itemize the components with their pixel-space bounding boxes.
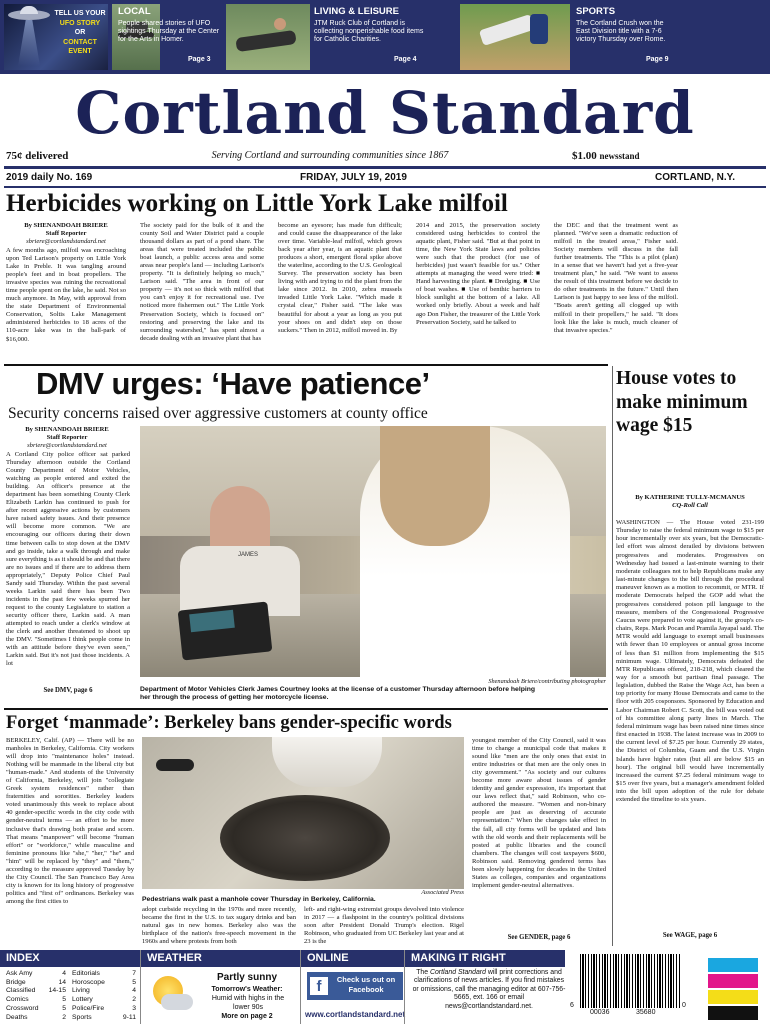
issue-number: 2019 daily No. 169	[6, 172, 93, 183]
lead-col-1: A few months ago, milfoil was encroaching upon Ted Larison's property on Little York Lake in Preble. It was tangling around people's feet and in boat propellers. The invasive species was ruining the recreational time people spent on the lake, he said. Not so much anymore. In May, with approval from the state Department of Environmental Conservation, Soltis Lake Management administered herbicides to 18 acres of the 110-acre lake was in the ball-park of $16,000.	[6, 247, 126, 343]
teaser-living-text: JTM Ruck Club of Cortland is collecting nonperishable food items for Catholic Charities.	[314, 20, 424, 44]
berkeley-col-4: youngest member of the City Council, said it was time to change a municipal code that makes it sound like "men are the only ones that exist in entire industries or that men are the only ones in city government." "As society and our cultures become more aware about issues of gender identity and gender expression, it's important that our laws reflect that," said Robinson, who co-authored the measure. "Women and non-binary people are just as deserving of accurate representation." When the changes take effect in the fall, all city forms will be updated and lists with the old words and their replacements will be posted at public libraries and the council chambers. The changes will cost taxpayers $600, Robinson said. Removing gendered terms has been slowly happening for decades in the United States as colleges, companies and organizations implement gender-neutral alternatives.	[472, 737, 606, 889]
lead-role: Staff Reporter	[45, 230, 87, 237]
barcode-digits-2: 35680	[636, 1009, 656, 1016]
berkeley-photo-pedestrian	[272, 737, 382, 787]
dmv-photo-credit: Shenandoah Briere/contributing photographer	[488, 678, 606, 685]
berkeley-headline[interactable]: Forget ‘manmade’: Berkeley bans gender-specific words	[6, 713, 452, 733]
promo-line-5: EVENT	[68, 48, 92, 55]
barcode	[570, 952, 690, 1022]
promo-line-3: OR	[74, 29, 86, 36]
ufo-image-dome	[20, 6, 38, 14]
dmv-body: A Cortland City police officer sat parked Thursday afternoon outside the Cortland County Department of Motor Vehicles, watching as people entered and exited the building. An officer's presence at the department has been something County Clerk Elizabeth Larkin has continued to push for after recent aggressive actions by customers have raised safety issues. And their presence will become more common. "We are encouraging our officers during their down time between calls to stop down at the DMV and go inside, take a walk through and make sure everything is as it should be and that there are no issues and if there are to address them appropriately," Deputy Police Chief Paul Sandy said Thursday. Within the past several weeks Larkin said there has been Two incidents in the past few weeks spurred her request to the county Legislature to station a security officer there, Larkin said. A man attempted to reach under a clerk's window at the clerk and another threatened to shoot up the DMV. "Sometimes I think people come in with an attitude before they've even seen," Larkin said. But it's not just those incidents. A lot	[6, 451, 130, 668]
barcode-digit-left: 6	[570, 1002, 574, 1009]
index-item[interactable]: Crossword 5	[6, 1004, 66, 1012]
teaser-local-page: Page 3	[188, 56, 211, 63]
dmv-photo-nametag: JAMES	[238, 552, 259, 558]
wage-jump[interactable]: See WAGE, page 6	[662, 932, 718, 939]
teaser-living[interactable]	[226, 0, 422, 74]
website-url[interactable]: www.cortlandstandard.net	[305, 1010, 406, 1019]
barcode-digit-right: 0	[682, 1002, 686, 1009]
ufo-beam	[18, 20, 40, 66]
index-item[interactable]: Horoscope 5	[72, 978, 136, 986]
wage-byline-block	[616, 494, 764, 510]
teaser-living-photo	[226, 4, 310, 70]
issue-location: CORTLAND, N.Y.	[655, 172, 735, 183]
teaser-sports-photo	[460, 4, 570, 70]
price-newsstand-amount: $1.00	[572, 150, 597, 162]
lead-headline[interactable]: Herbicides working on Little York Lake milfoil	[6, 190, 508, 217]
lead-email[interactable]: sbriere@cortlandstandard.net	[26, 238, 106, 245]
lead-col-4: 2014 and 2015, the preservation society considered using herbicides to control the aquatic plant, Fisher said. "But at that point in time, the New York State laws and policies were such that the product (for use of herbicides) just wasn't feasible for us." Other attempts at managing the weed were tried: ■ Hand harvesting the plant. ■ Dredging. ■ Use of boat washes. ■ Use of benthic barriers to block sunlight at the bottom of a lake. All worked only briefly. About a week and half ago Don Fisher, the treasurer of the Little York Preservation Society, said he talked to	[416, 222, 540, 326]
cloud-icon	[161, 994, 193, 1010]
online-box	[300, 950, 404, 1024]
dmv-jump[interactable]: See DMV, page 6	[43, 687, 93, 694]
lead-col-2: The society paid for the bulk of it and the county Soil and Water District paid a couple thousand dollars as part of a pond share. The areas that were treated included the public boat launch, a public access area and some areas near people's land — including Larison's property. "It is definitely helping so much," Larison said. "The area in front of our property — it's not so thick with milfoil that you can't enjoy it for recreational use. I've noticed more fishermen out." The Little York Preservation Society, which is focused on" restoring and preserving the lake and its surrounding watershed," has spent almost a decade dealing with an invasive plant that has	[140, 222, 264, 342]
teaser-local-text: People shared stories of UFO sightings Thursday at the Center for the Arts in Homer.	[118, 20, 220, 44]
weather-title: WEATHER	[141, 950, 300, 967]
masthead-rule-bottom	[4, 186, 766, 188]
lead-col-5: the DEC and that the treatment went as planned. "We've seen a dramatic reduction of milfoil in the treated areas," Fisher said. Society members will discuss in the fall further treatments. The "This is a pilot (plan) in a sense that we haven't had yet a five-year treatment plan," he said. "We want to assess the result of this treatment before we decide to do other treatments in the future." Until then Larison is just happy to see less of the milfoil. "Boats aren't getting all clogged up with milfoil in their propellers," he said. "It does look like the lake is much, much cleaner of that invasive species."	[554, 222, 678, 334]
index-item[interactable]: Living 4	[72, 987, 136, 995]
berkeley-col-1: BERKELEY, Calif. (AP) — There will be no manholes in Berkeley, California. City workers will drop into "maintenance holes" instead. Nothing will be manmade in the liberal city but "human-made." And students of the University of California, Berkeley, will join "collegiate Greek system residences" rather than fraternities and sororities. Berkeley leaders voted unanimously this week to replace about 40 gender-specific words in the city code with gender-neutral terms — an effort to be more inclusive that's drawing both praise and scorn. That means "manpower" will become "human effort" or "workforce," while masculine and feminine pronouns like "she," "her," "he" and "him" will be replaced by "they" and "them," according to the measure approved Tuesday by the City Council. The San Francisco Bay Area city is known for its long history of progressive politics and "first of" ordinances. Berkeley was among the first cities to	[6, 737, 134, 905]
index-item[interactable]: Deaths 2	[6, 1013, 66, 1021]
price-newsstand	[572, 150, 640, 162]
teaser-sports-page: Page 9	[646, 56, 669, 63]
berkeley-photo-manhole	[220, 795, 390, 881]
dmv-caption: Department of Motor Vehicles Clerk James Courtney looks at the license of a customer Thursday afternoon before helping her through the process of getting her motorcycle license.	[140, 686, 536, 702]
wage-role: CQ-Roll Call	[672, 502, 708, 509]
tagline: Serving Cortland and surrounding communities since 1867	[211, 150, 449, 161]
issue-date: FRIDAY, JULY 19, 2019	[300, 172, 407, 183]
berkeley-jump[interactable]: See GENDER, page 6	[507, 934, 571, 941]
barcode-bars	[580, 954, 680, 1008]
promo-line-4: CONTACT	[63, 38, 97, 46]
wage-body: WASHINGTON — The House voted 231-199 Thursday to raise the federal minimum wage to $15 per hour incrementally over six years, but the Democratic-led effort was almost derailed by divisions between progressives and moderates. Progressives on Wednesday had issued a last-minute warning to their moderate colleagues not to help Republicans make any last-minute changes to the bill through the procedural maneuver known as a motion to recommit, or MTR. If moderate Democrats helped the GOP add what the progressives considered poison pill language to the measure, members of the Congressional Progressive Caucus were prepared to vote against it, the group's co-chairs, Reps. Mark Pocan and Pramila Jayapal said. The MTR would add language to exempt small businesses with fewer than 10 employees or annual gross income of less than $1 million from implementing the $15 minimum wage. Ultimately, Democrats defeated the MTR Republicans offered, 218-218, which cleared the way for a smooth but partisan final passage. The legislation, dubbed the Raise the Wage Act, has been a top priority for many House Democrats and came to the floor with 205 cosponsors. Sponsored by Education and Labor Chairman Robert C. Scott, the bill was voted out of his committee along party lines in March. The federal minimum wage has been raised nine times since first enacted in 1938. The latest increase was in 2009 to the current level of $7.25 per hour. Currently 29 states, the District of Columbia, Guam and the U.S. Virgin Islands have higher rates (but all are below $15 an hour). The original bill would have incrementally increased the current $7.25 federal minimum wage to $15 over five years, but a manager's amendment folded into the bill upon adoption of the rule for debate extended the timeline to six years.	[616, 519, 764, 804]
weather-tomorrow-text: Humid with highs in the lower 90s	[211, 995, 285, 1011]
masthead-rule-top	[4, 166, 766, 169]
sun-cloud-icon	[147, 972, 195, 1020]
index-right	[72, 970, 136, 1022]
masthead-title: Cortland Standard	[75, 79, 695, 147]
teaser-local-heading: LOCAL	[118, 6, 151, 17]
teaser-living-heading: LIVING & LEISURE	[314, 6, 399, 17]
index-item[interactable]: Editorials 7	[72, 970, 136, 977]
facebook-text: Check us out on Facebook	[336, 975, 396, 994]
weather-today: Partly sunny	[216, 972, 278, 983]
price-delivered: 75¢ delivered	[6, 150, 69, 162]
berkeley-photo-shoe	[156, 759, 194, 771]
index-item[interactable]: Comics 5	[6, 996, 66, 1004]
index-item[interactable]: Ask Amy 4	[6, 970, 66, 977]
facebook-icon: f	[310, 977, 328, 995]
dmv-byline: By SHENANDOAH BRIERE	[25, 426, 109, 433]
barcode-digits-1: 00036	[590, 1009, 610, 1016]
lead-byline: By SHENANDOAH BRIERE	[24, 222, 108, 229]
dmv-email[interactable]: sbriere@cortlandstandard.net	[27, 442, 107, 449]
berkeley-col-3: left- and right-wing extremist groups devolved into violence in 2017 — a flashpoint in the country's political divisions soon after President Donald Trump's election. Rigel Robinson, who graduated from UC Berkeley last year and at 23 is the	[304, 906, 464, 946]
reg-magenta	[708, 974, 758, 988]
lead-byline-block	[6, 222, 126, 246]
weather-box	[140, 950, 300, 1024]
reg-cyan	[708, 958, 758, 972]
reg-black	[708, 1006, 758, 1020]
lead-col-3: become an eyesore; has made fun difficult; and could cause the disappearance of the lake over time. Variable-leaf milfoil, which grows back year after year, is an aquatic plant that produces a short, emergent floral spike above the waterline, according to the U.S. Geological Survey. The preservation society has been living with and trying to rid the plant from the lake since 2012. In 2010, zebra mussels invaded Little York Lake. "Which made it crystal clear," Fisher said. "The lake was beautiful for about a year as long as you put your shoes on and didn't step on those suckers." Then in 2012, milfoil moved in. By	[278, 222, 402, 334]
promo-line-1: TELL US YOUR	[54, 10, 106, 17]
index-item[interactable]: Classified 14-15	[6, 987, 66, 995]
promo-line-2: UFO STORY	[59, 19, 101, 27]
wage-divider	[612, 366, 613, 946]
reg-yellow	[708, 990, 758, 1004]
index-box	[0, 950, 140, 1024]
correction-title: MAKING IT RIGHT	[405, 950, 565, 967]
teaser-living-page: Page 4	[394, 56, 417, 63]
dmv-photo-customer-hair	[380, 426, 490, 546]
dmv-role: Staff Reporter	[46, 434, 88, 441]
facebook-banner[interactable]	[307, 972, 403, 1000]
index-left	[6, 970, 66, 1022]
weather-more[interactable]: More on page 2	[221, 1013, 273, 1020]
color-registration-strip	[700, 952, 766, 1022]
dmv-photo	[140, 426, 606, 677]
promo-ufo[interactable]	[4, 4, 108, 70]
price-newsstand-label: newsstand	[599, 151, 640, 161]
berkeley-photo-credit: Associated Press	[421, 889, 464, 896]
teaser-sports-text: The Cortland Crush won the East Division title with a 7-6 victory Thursday over Rome.	[576, 20, 666, 44]
dmv-headline[interactable]: DMV urges: ‘Have patience’	[36, 366, 430, 401]
dmv-byline-block	[6, 426, 128, 450]
weather-tomorrow-label: Tomorrow's Weather:	[211, 986, 283, 993]
wage-byline: By KATHERINE TULLY-MCMANUS	[635, 494, 745, 501]
berkeley-photo	[142, 737, 464, 889]
online-title: ONLINE	[301, 950, 404, 967]
dmv-subhead: Security concerns raised over aggressive customers at county office	[8, 405, 428, 422]
index-item[interactable]: Bridge 14	[6, 978, 66, 986]
berkeley-col-2: adopt curbside recycling in the 1970s and more recently, became the first in the U.S. to tax sugary drinks and ban natural gas in new homes. Berkeley also was the birthplace of the nation's free-speech movement in the 1960s and where protests from both	[142, 906, 296, 946]
index-item[interactable]: Police/Fire 3	[72, 1004, 136, 1012]
index-title: INDEX	[0, 950, 140, 967]
berkeley-caption: Pedestrians walk past a manhole cover Thursday in Berkeley, California.	[142, 896, 376, 903]
teaser-sports[interactable]	[460, 0, 770, 74]
index-item[interactable]: Sports 9-11	[72, 1013, 136, 1021]
correction-text: The Cortland Standard will print corrections and clarifications of news articles. If you find mistakes or omissions, call the managing editor at 607-756-5665, ext. 166 or email news@cortlandstandard.net.	[412, 969, 566, 1010]
teaser-sports-heading: SPORTS	[576, 6, 616, 17]
wage-headline[interactable]: House votes to make minimum wage $15	[616, 368, 748, 436]
index-item[interactable]: Lottery 2	[72, 996, 136, 1004]
